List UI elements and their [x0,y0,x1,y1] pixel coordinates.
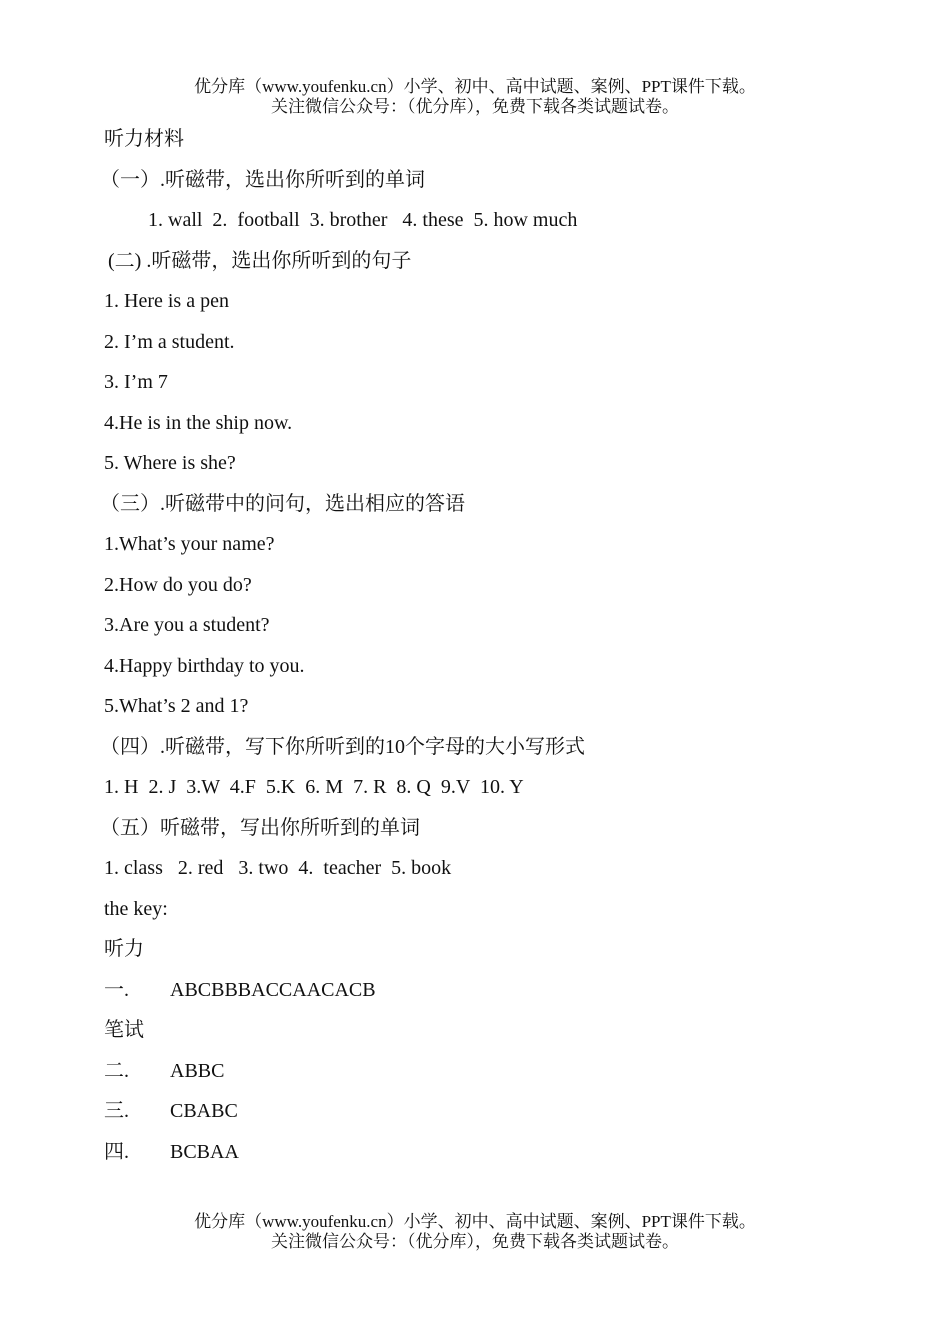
footer-line-2: 关注微信公众号：（优分库），免费下载各类试题试卷。 [271,1232,679,1251]
answer-row [104,1095,864,1136]
written-label: 笔试 [104,1019,144,1041]
document-body [100,123,864,1176]
section-5-items: 1. class 2. red 3. two 4. teacher 5. book [104,857,452,879]
section-4-heading: （四）.听磁带，写下你所听到的10个字母的大小写形式 [100,735,585,758]
section-3-heading: （三）.听磁带中的问句，选出相应的答语 [100,492,465,515]
answer-row-label: 四. [104,1140,129,1163]
section-2-item: 4.He is in the ship now. [104,411,293,434]
answer-row-label: 三. [104,1100,129,1122]
page-header [0,77,950,117]
section-4-items: 1. H 2. J 3.W 4.F 5.K 6. M 7. R 8. Q 9.V 10. Y [104,776,524,798]
section-3-item: 1.What’s your name? [104,533,275,555]
section-1-heading: （一）.听磁带，选出你所听到的单词 [100,168,425,191]
section-1-items: 1. wall 2. football 3. brother 4. these 5. how much [148,209,578,231]
section-3-item: 5.What’s 2 and 1? [104,695,249,717]
answer-row [104,1136,864,1177]
answer-row-label: 一. [104,978,129,1001]
section-3-item: 4.Happy birthday to you. [104,654,305,677]
section-2-heading: (二) .听磁带，选出你所听到的句子 [108,249,412,272]
section-3-item: 3.Are you a student? [104,614,270,636]
section-5-heading: （五）听磁带，写出你所听到的单词 [100,816,420,839]
section-2-item: 3. I’m 7 [104,371,168,393]
answer-key-label: the key: [104,897,168,920]
header-line-2: 关注微信公众号：（优分库），免费下载各类试题试卷。 [271,97,679,116]
page-footer [0,1212,950,1252]
answer-row-value: ABCBBBACCAACACB [170,978,376,1001]
header-line-1: 优分库（www.youfenku.cn）小学、初中、高中试题、案例、PPT课件下载。 [194,77,756,96]
answer-row [104,974,864,1015]
document-title: 听力材料 [104,128,184,150]
answer-row-label: 二. [104,1059,129,1082]
answer-row-value: ABBC [170,1059,225,1082]
section-3-item: 2.How do you do? [104,573,252,596]
answer-row [104,1055,864,1096]
answer-row-value: BCBAA [170,1140,239,1163]
section-2-item: 1. Here is a pen [104,290,229,312]
section-2-item: 2. I’m a student. [104,330,235,353]
footer-line-1: 优分库（www.youfenku.cn）小学、初中、高中试题、案例、PPT课件下载。 [194,1212,756,1231]
section-2-item: 5. Where is she? [104,452,236,474]
answer-row-value: CBABC [170,1100,238,1122]
listening-label: 听力 [104,938,144,960]
